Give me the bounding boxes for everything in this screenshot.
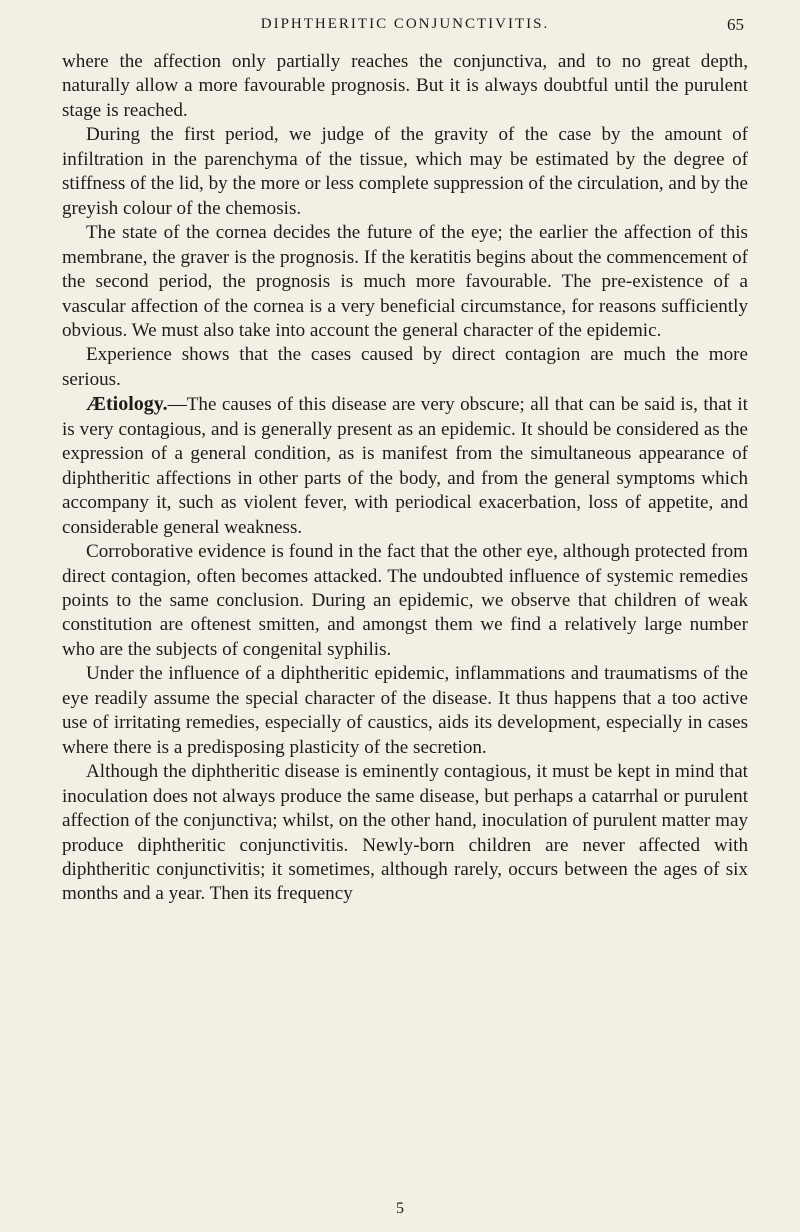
section-lead-text: —The causes of this disease are very obscure; all that can be said is, that it is very contagious, and is generally present as an epidemic. It should be considered as the expression of a general condition, as is manifest from the simultaneous appearance of diphtheritic affections in other parts of the body, and from the general symptoms which accompany it, such as violent fever, with periodical exacerbation, loss of appetite, and considerable general weakness. [62, 394, 748, 538]
paragraph: Corroborative evidence is found in the fact that the other eye, although protected from direct contagion, often becomes attacked. The undoubted influence of systemic remedies points to the same conclusion. During an epidemic, we observe that children of weak constitution are oftenest smitten, and amongst them we find a relatively large number who are the subjects of congenital syphilis. [62, 541, 748, 660]
signature-mark: 5 [396, 1200, 404, 1217]
body-text [62, 50, 748, 907]
page-number: 65 [727, 15, 744, 34]
paragraph: The state of the cornea decides the future of the eye; the earlier the affection of this membrane, the graver is the prognosis. If the keratitis begins about the commencement of the second period, the prognosis is much more favourable. The pre-existence of a vascular affection of the cornea is a very beneficial circumstance, for reasons sufficiently obvious. We must also take into account the general character of the epidemic. [62, 222, 748, 341]
page-header [62, 0, 748, 50]
paragraph: Although the diphtheritic disease is eminently contagious, it must be kept in mind that inoculation does not always produce the same disease, but perhaps a catarrhal or purulent affection of the conjunctiva; whilst, on the other hand, inoculation of purulent matter may produce diphtheritic conjunctivitis. Newly-born children are never affected with diphtheritic conjunctivitis; it sometimes, although rarely, occurs between the ages of six months and a year. Then its frequency [62, 761, 748, 905]
paragraph: During the first period, we judge of the gravity of the case by the amount of infiltration in the parenchyma of the tissue, which may be estimated by the degree of stiffness of the lid, by the more or less complete suppression of the circulation, and by the greyish colour of the chemosis. [62, 124, 748, 219]
running-title: DIPHTHERITIC CONJUNCTIVITIS. [260, 16, 550, 32]
section-heading: Ætiology. [86, 393, 168, 416]
paragraph: where the affection only partially reaches the conjunctiva, and to no great depth, naturally allow a more favourable prognosis. But it is always doubtful until the purulent stage is reached. [62, 51, 748, 121]
paragraph: Experience shows that the cases caused by direct contagion are much the more serious. [62, 344, 748, 390]
section-paragraph-aetiology [62, 392, 748, 540]
paragraph: Under the influence of a diphtheritic epidemic, inflammations and traumatisms of the eye readily assume the special character of the disease. It thus happens that a too active use of irritating remedies, especially of caustics, aids its development, especially in cases where there is a predisposing plasticity of the secretion. [62, 663, 748, 758]
